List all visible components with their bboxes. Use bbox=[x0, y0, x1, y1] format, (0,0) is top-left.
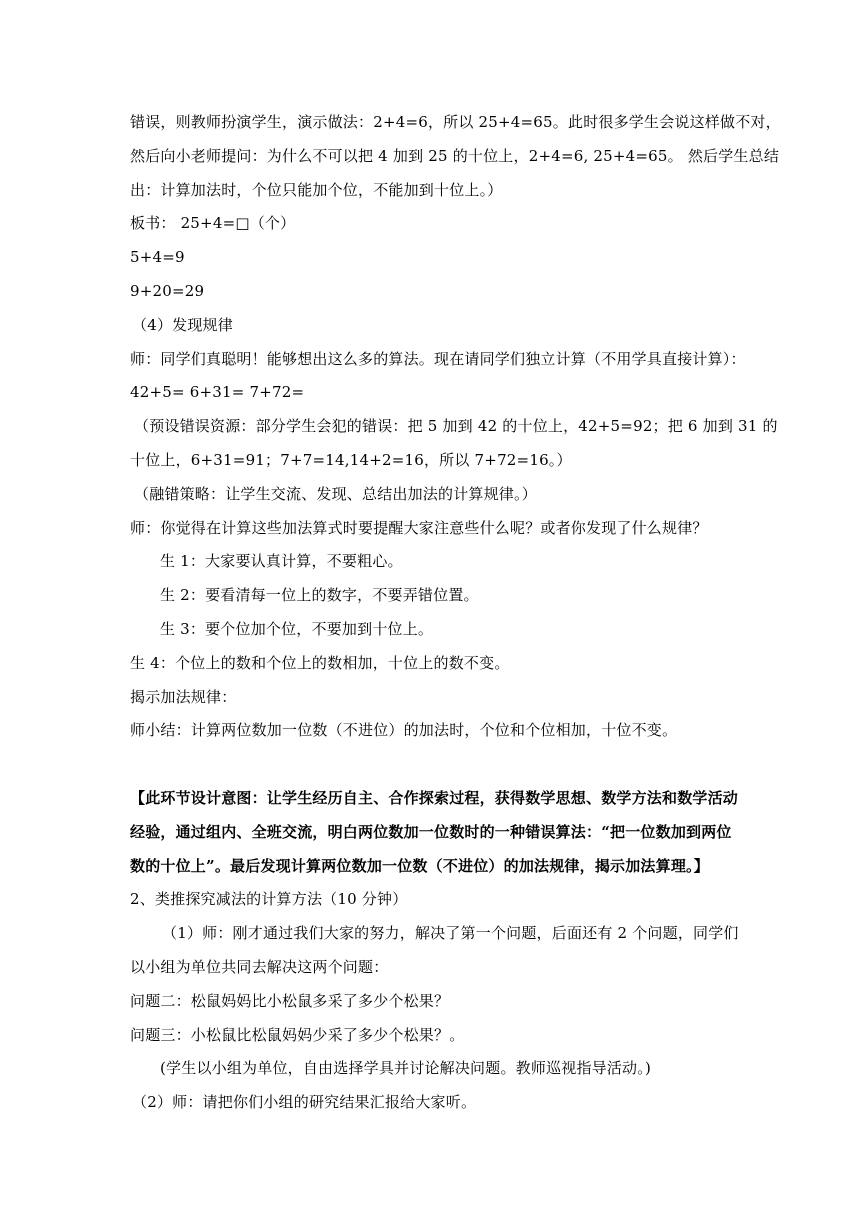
paragraph-line: 然后向小老师提问：为什么不可以把 4 加到 25 的十位上，2+4=6, 25+4=65。 然后学生总结 bbox=[130, 147, 780, 165]
design-intent-line: 【此环节设计意图：让学生经历自主、合作探索过程，获得数学思想、数学方法和数学活动 bbox=[130, 789, 739, 807]
paragraph-line: 错误，则教师扮演学生，演示做法：2+4=6，所以 25+4=65。此时很多学生会说这样做不对， bbox=[130, 113, 781, 131]
paragraph-line: 揭示加法规律： bbox=[130, 688, 237, 706]
paragraph-line: 出：计算加法时，个位只能加个位，不能加到十位上。） bbox=[130, 181, 503, 199]
paragraph-line: （预设错误资源：部分学生会犯的错误：把 5 加到 42 的十位上，42+5=92；把 6 加到 31 的 bbox=[134, 417, 778, 435]
paragraph-line: (学生以小组为单位，自由选择学具并讨论解决问题。教师巡视指导活动。) bbox=[160, 1059, 652, 1077]
student-answer-line: 生 3：要个位加个位，不要加到十位上。 bbox=[160, 620, 434, 638]
paragraph-line: 十位上，6+31=91；7+7=14,14+2=16，所以 7+72=16。） bbox=[130, 451, 572, 469]
design-intent-line: 数的十位上”。最后发现计算两位数加一位数（不进位）的加法规律，揭示加法算理。】 bbox=[130, 857, 709, 875]
paragraph-line: 以小组为单位共同去解决这两个问题： bbox=[130, 958, 389, 976]
question-line: 问题二：松鼠妈妈比小松鼠多采了多少个松果？ bbox=[130, 992, 450, 1010]
design-intent-line: 经验，通过组内、全班交流，明白两位数加一位数时的一种错误算法：“把一位数加到两位 bbox=[130, 823, 732, 841]
paragraph-line: （2）师：请把你们小组的研究结果汇报给大家听。 bbox=[132, 1093, 477, 1111]
question-line: 问题三：小松鼠比松鼠妈妈少采了多少个松果？。 bbox=[130, 1026, 465, 1044]
paragraph-line: （融错策略：让学生交流、发现、总结出加法的计算规律。） bbox=[134, 485, 537, 503]
student-answer-line: 生 2：要看清每一位上的数字，不要弄错位置。 bbox=[160, 586, 479, 604]
paragraph-line: 师：你觉得在计算这些加法算式时要提醒大家注意些什么呢？或者你发现了什么规律？ bbox=[130, 519, 708, 537]
paragraph-line: 师：同学们真聪明！能够想出这么多的算法。现在请同学们独立计算（不用学具直接计算）： bbox=[130, 350, 746, 368]
equation-line: 42+5= 6+31= 7+72= bbox=[130, 383, 305, 401]
equation-line: 5+4=9 bbox=[130, 248, 185, 266]
student-answer-line: 生 1：大家要认真计算，不要粗心。 bbox=[160, 552, 403, 570]
summary-line: 师小结：计算两位数加一位数（不进位）的加法时，个位和个位相加，十位不变。 bbox=[130, 721, 678, 739]
paragraph-line: （1）师：刚才通过我们大家的努力，解决了第一个问题，后面还有 2 个问题，同学们 bbox=[162, 924, 739, 942]
board-writing-label: 板书： 25+4=□（个） bbox=[130, 214, 296, 232]
section-heading: （4）发现规律 bbox=[132, 316, 233, 334]
student-answer-line: 生 4：个位上的数和个位上的数相加，十位上的数不变。 bbox=[130, 654, 510, 672]
section-heading: 2、类推探究减法的计算方法（10 分钟） bbox=[130, 890, 408, 908]
equation-line: 9+20=29 bbox=[130, 282, 205, 300]
